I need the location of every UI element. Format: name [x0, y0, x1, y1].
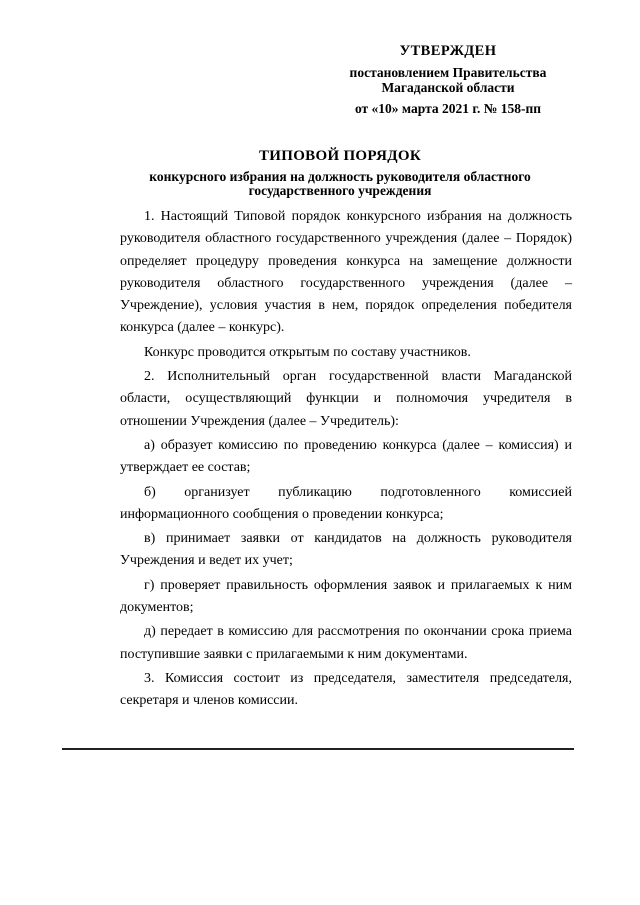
approval-heading: УТВЕРЖДЕН: [399, 43, 497, 59]
document-title: ТИПОВОЙ ПОРЯДОК: [258, 148, 422, 164]
footer-divider: [62, 748, 574, 750]
document-body: [120, 206, 572, 713]
paragraph-2: Конкурс проводится открытым по составу участников.: [144, 344, 471, 360]
approval-org: Магаданской области: [381, 80, 515, 95]
paragraph-5: б) организует публикацию подготовленного комиссией информационного сообщения о проведении конкурса;: [120, 484, 572, 522]
paragraph-9: 3. Комиссия состоит из председателя, заместителя председателя, секретаря и членов комиссии.: [120, 670, 572, 709]
approval-date: от «10» марта 2021 г. № 158-пп: [354, 101, 542, 116]
paragraph-7: г) проверяет правильность оформления заявок и прилагаемых к ним документов;: [120, 577, 572, 616]
paragraph-6: в) принимает заявки от кандидатов на должность руководителя Учреждения и ведет их учет;: [120, 531, 572, 569]
paragraph-3: 2. Исполнительный орган государственной власти Магаданской области, осуществляющий функции и полномочия учредителя в отношении Учреждения (далее – Учредитель):: [120, 369, 572, 429]
paragraph-4: а) образует комиссию по проведению конкурса (далее – комиссия) и утверждает ее состав;: [120, 437, 572, 476]
paragraph-1: 1. Настоящий Типовой порядок конкурсного избрания на должность руководителя областного государственного учреждения (далее – Порядок) определяет процедуру проведения конкурса на замещение должности руководителя областного государственного учреждения (далее – Учреждение), условия участия в нем, порядок определения победителя конкурса (далее – конкурс).: [120, 209, 572, 336]
document-subtitle: конкурсного избрания на должность руководителя областного государственного учреждения: [149, 169, 531, 198]
paragraph-8: д) передает в комиссию для рассмотрения по окончании срока приема поступившие заявки с прилагаемыми к ним документами.: [120, 624, 572, 662]
approval-stamp: [330, 44, 566, 116]
approval-by: постановлением Правительства: [349, 65, 547, 80]
